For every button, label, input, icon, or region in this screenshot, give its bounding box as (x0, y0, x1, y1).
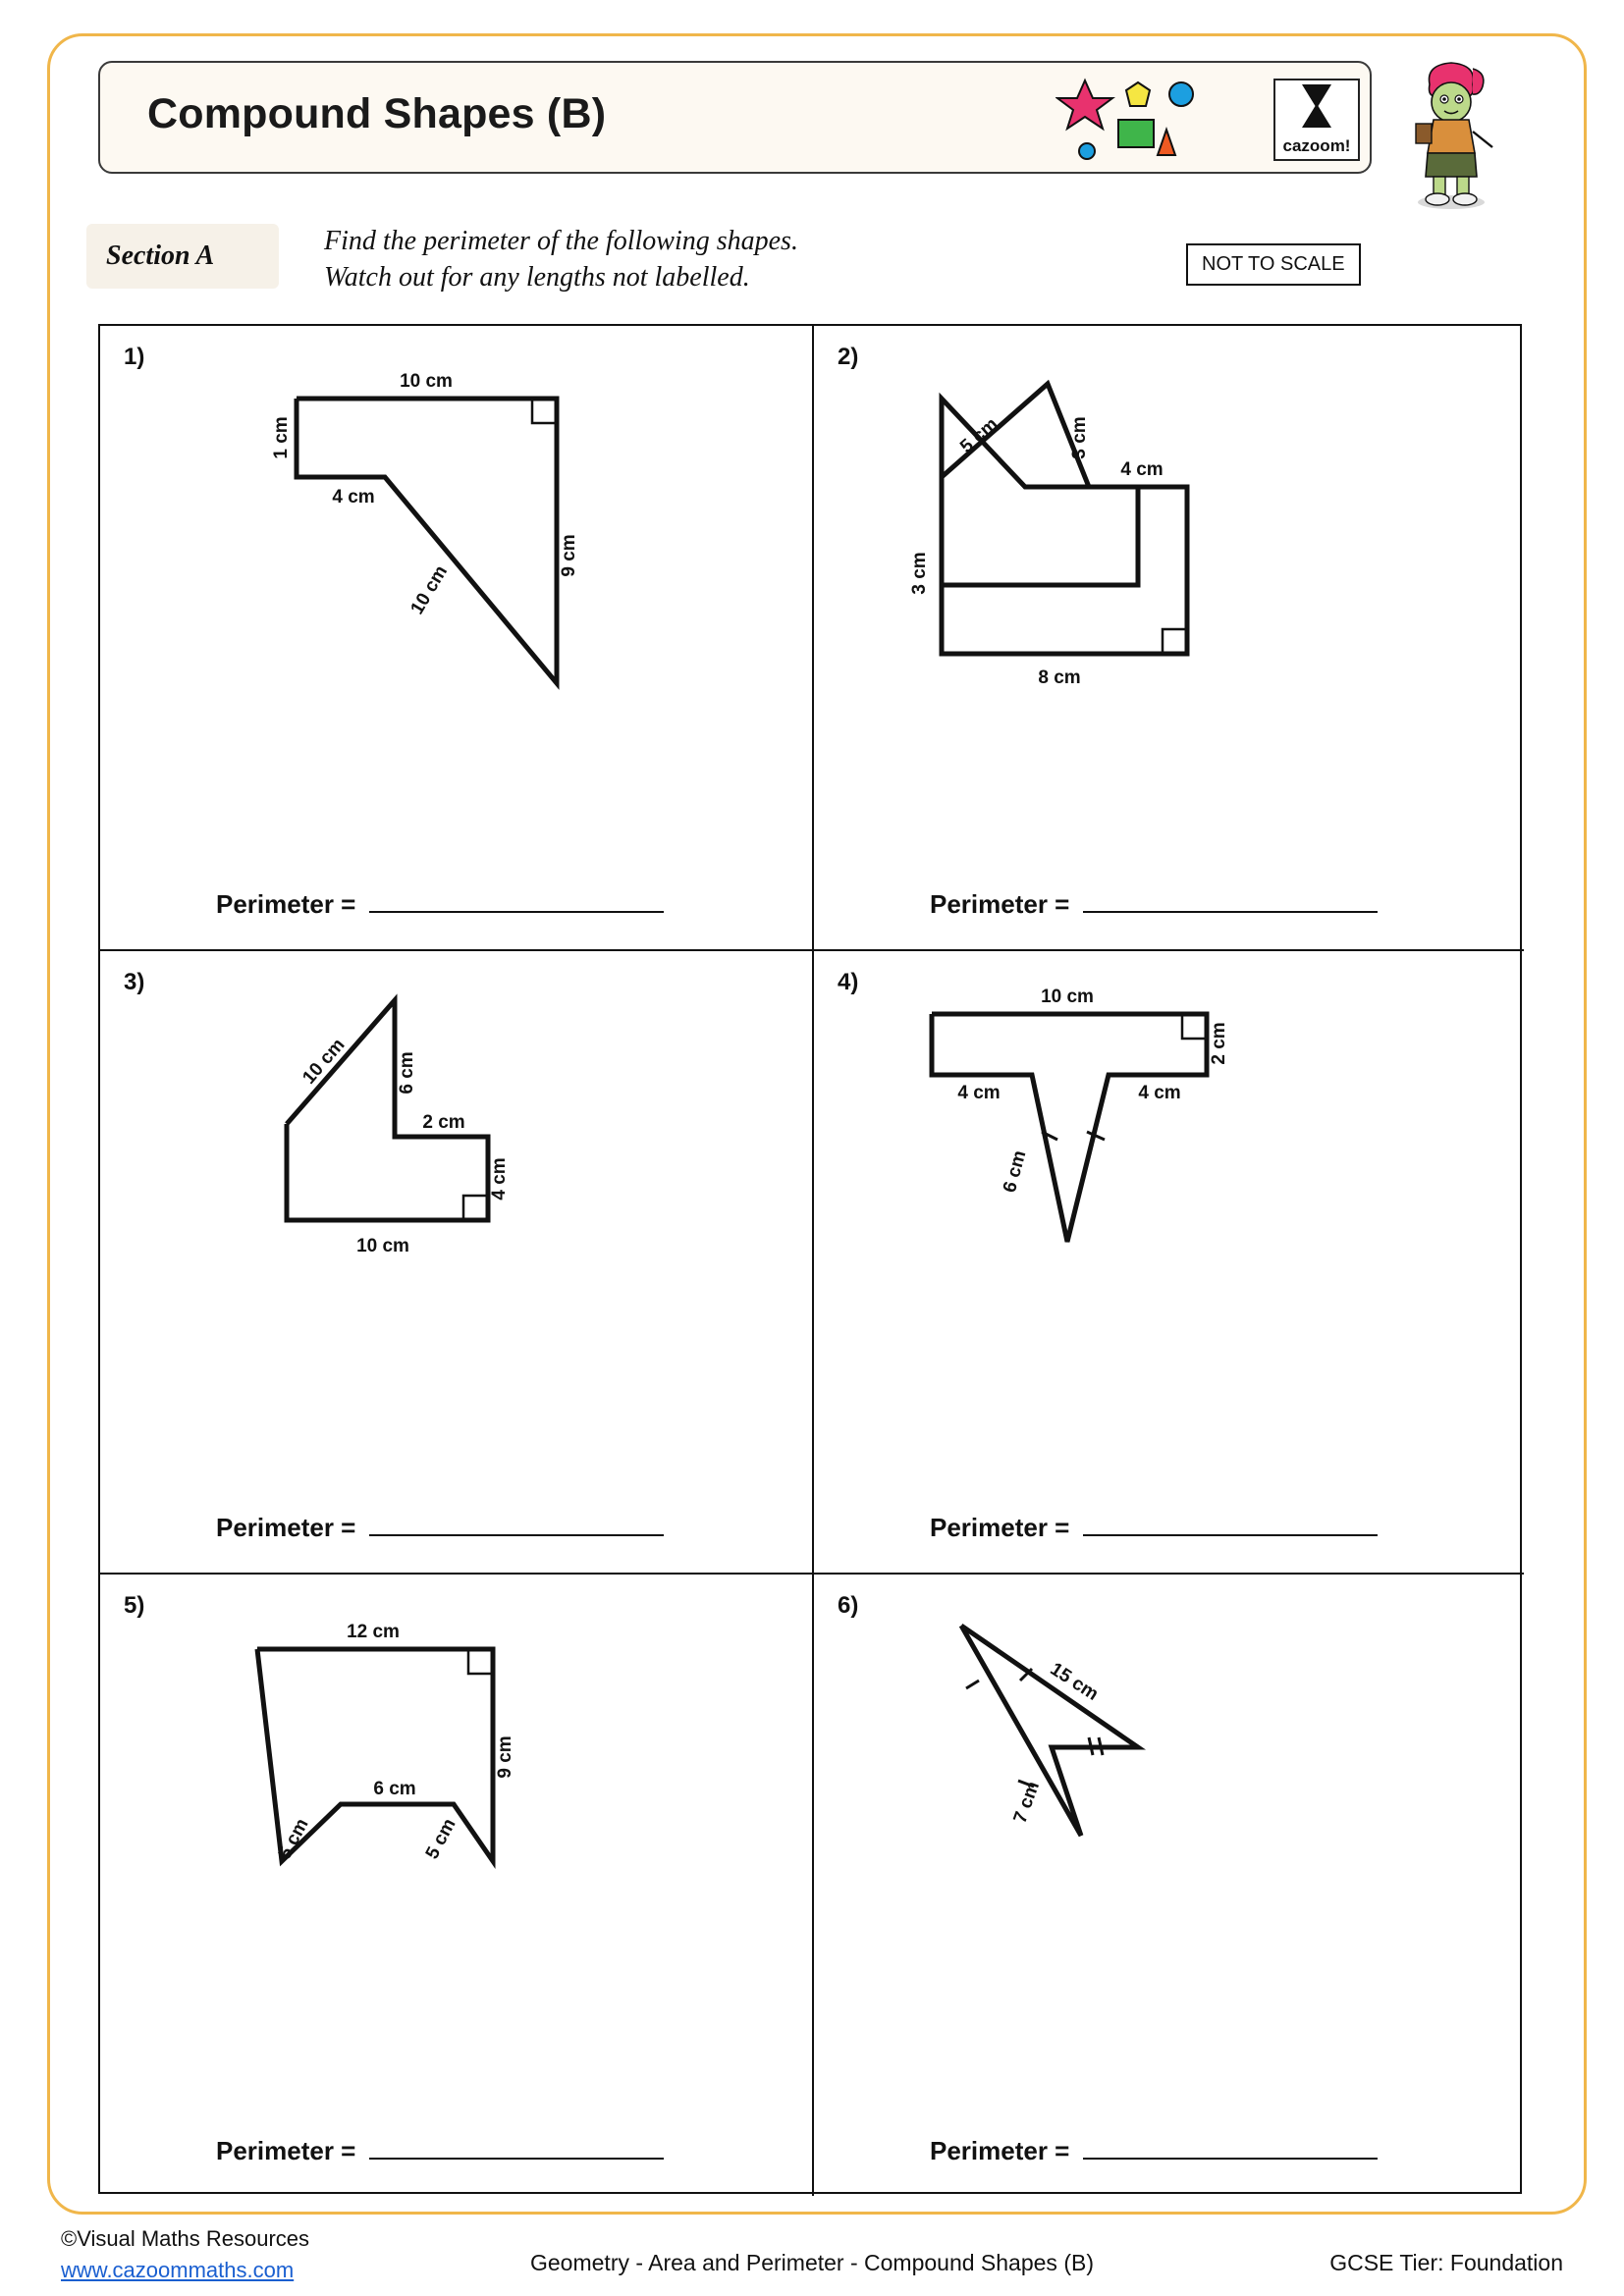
question-cell-5 (100, 1573, 812, 2196)
length-label: 15 cm (1046, 1658, 1103, 1705)
length-label: 3 cm (1069, 416, 1090, 459)
length-label: 8 cm (1038, 667, 1081, 688)
perimeter-label: Perimeter = (216, 1513, 356, 1542)
not-to-scale-badge: NOT TO SCALE (1186, 243, 1361, 286)
right-angle-mark (468, 1649, 493, 1674)
length-label: 5 cm (274, 1815, 313, 1863)
footer-topic: Geometry - Area and Perimeter - Compound Shapes (B) (530, 2250, 1094, 2275)
footer-tier: GCSE Tier: Foundation (1329, 2250, 1563, 2275)
length-label: 10 cm (298, 1035, 350, 1089)
cazoom-logo-box (1273, 79, 1360, 161)
length-label: 10 cm (400, 371, 453, 392)
length-label: 10 cm (356, 1236, 409, 1256)
perimeter-label: Perimeter = (930, 2136, 1070, 2165)
length-label: 7 cm (1009, 1779, 1045, 1827)
length-label: 5 cm (956, 413, 1002, 457)
answer-blank[interactable] (369, 1513, 664, 1536)
equal-length-tick (1099, 1737, 1103, 1755)
equal-length-tick (1089, 1737, 1093, 1755)
shape-diagram-6 (814, 1608, 1526, 2050)
question-cell-4 (812, 949, 1524, 1573)
perimeter-answer-row (216, 1513, 664, 1543)
length-label: 4 cm (957, 1083, 1001, 1103)
question-number: 5) (124, 1592, 145, 1619)
right-angle-mark (1182, 1014, 1207, 1039)
perimeter-label: Perimeter = (216, 889, 356, 919)
length-label: 12 cm (347, 1622, 400, 1642)
footer-copyright: ©Visual Maths Resources (61, 2226, 310, 2251)
length-label: 6 cm (373, 1779, 416, 1799)
decorative-shapes-icon (1056, 77, 1272, 163)
length-label: 1 cm (271, 416, 292, 459)
length-label: 9 cm (495, 1735, 515, 1779)
page-title: Compound Shapes (B) (147, 90, 607, 137)
length-label: 2 cm (1209, 1022, 1229, 1065)
perimeter-label: Perimeter = (930, 889, 1070, 919)
length-label: 4 cm (489, 1157, 510, 1201)
length-label: 4 cm (1120, 459, 1164, 480)
perimeter-answer-row (216, 889, 664, 920)
equal-length-tick (966, 1681, 979, 1688)
length-label: 3 cm (909, 552, 930, 595)
cazoom-wordmark: cazoom! (1282, 136, 1351, 155)
perimeter-answer-row (930, 1513, 1378, 1543)
right-angle-mark (463, 1196, 488, 1220)
length-label: 10 cm (406, 561, 453, 618)
perimeter-answer-row (930, 889, 1378, 920)
question-number: 2) (838, 344, 859, 370)
perimeter-label: Perimeter = (216, 2136, 356, 2165)
instructions (324, 224, 798, 296)
perimeter-answer-row (216, 2136, 664, 2166)
answer-blank[interactable] (369, 889, 664, 913)
right-angle-mark (1163, 629, 1187, 654)
answer-blank[interactable] (1083, 1513, 1378, 1536)
shape-diagram-1 (100, 359, 812, 801)
question-cell-6 (812, 1573, 1524, 2196)
hourglass-icon (1302, 84, 1331, 128)
length-label: 4 cm (332, 487, 375, 507)
answer-blank[interactable] (369, 2136, 664, 2160)
section-label: Section A (106, 240, 215, 271)
length-label: 9 cm (559, 534, 579, 577)
shape-diagram-3 (100, 985, 812, 1426)
length-label: 6 cm (397, 1051, 417, 1095)
question-number: 3) (124, 969, 145, 995)
instruction-line-1: Find the perimeter of the following shapes. (324, 226, 798, 256)
length-label: 4 cm (1138, 1083, 1181, 1103)
question-cell-1 (100, 326, 812, 949)
length-label: 5 cm (421, 1815, 460, 1863)
question-cell-2 (812, 326, 1524, 949)
length-label: 2 cm (422, 1112, 465, 1133)
shape-diagram-4 (814, 985, 1526, 1426)
answer-blank[interactable] (1083, 889, 1378, 913)
mascot-illustration (1404, 55, 1498, 212)
question-number: 6) (838, 1592, 859, 1619)
question-number: 4) (838, 969, 859, 995)
questions-grid (98, 324, 1522, 2194)
length-label: 6 cm (999, 1148, 1031, 1196)
shape-diagram-2 (814, 359, 1526, 801)
instruction-line-2: Watch out for any lengths not labelled. (324, 261, 750, 293)
right-angle-mark (532, 399, 557, 423)
question-number: 1) (124, 344, 145, 370)
length-label: 10 cm (1041, 987, 1094, 1007)
perimeter-answer-row (930, 2136, 1378, 2166)
perimeter-label: Perimeter = (930, 1513, 1070, 1542)
brand-logo (1056, 77, 1360, 163)
question-cell-3 (100, 949, 812, 1573)
footer-website-link[interactable]: www.cazoommaths.com (61, 2258, 295, 2282)
answer-blank[interactable] (1083, 2136, 1378, 2160)
shape-diagram-5 (100, 1608, 812, 2050)
